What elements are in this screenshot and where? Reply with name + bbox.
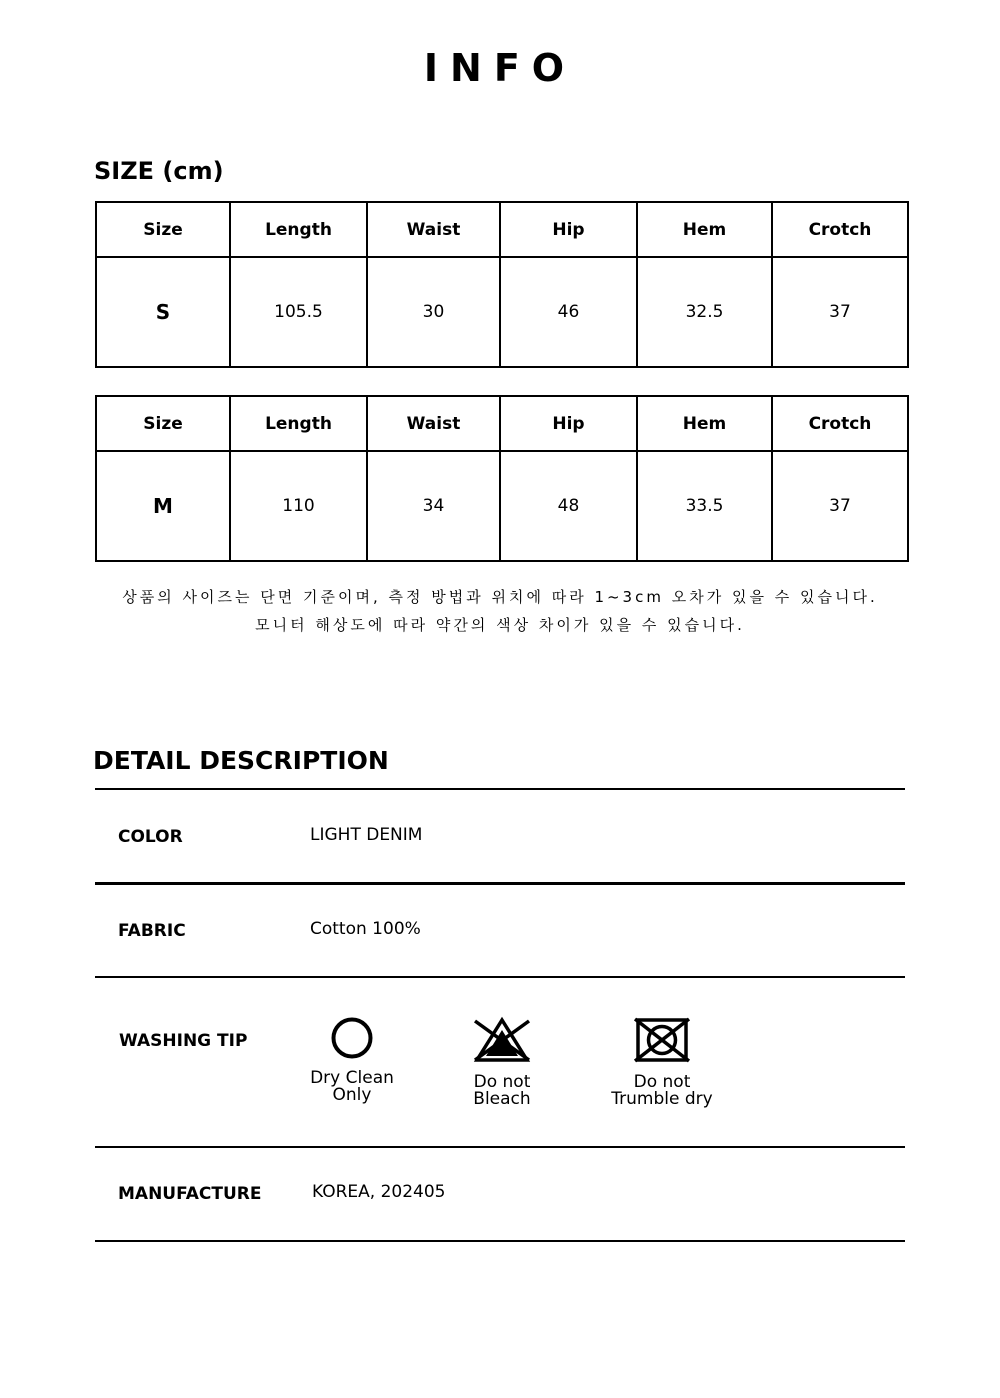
wash-item-dry-clean (300, 1015, 404, 1104)
wash-caption: Do not Bleach (473, 1072, 531, 1109)
divider (95, 976, 905, 978)
divider (95, 882, 905, 885)
size-note-measurement: 상품의 사이즈는 단면 기준이며, 측정 방법과 위치에 따라 1~3cm 오차가 있을 수 있습니다. (122, 588, 878, 606)
length-value: 110 (230, 451, 367, 561)
hip-value: 48 (500, 451, 637, 561)
washing-tip-label: WASHING TIP (119, 1031, 248, 1051)
hem-value: 32.5 (637, 257, 772, 367)
fabric-value: Cotton 100% (310, 919, 421, 939)
crotch-value: 37 (772, 257, 908, 367)
wash-caption: Dry Clean Only (310, 1068, 394, 1105)
header-waist: Waist (367, 396, 500, 451)
header-hem: Hem (637, 396, 772, 451)
hip-value: 46 (500, 257, 637, 367)
header-crotch: Crotch (772, 396, 908, 451)
header-hip: Hip (500, 396, 637, 451)
color-value: LIGHT DENIM (310, 825, 423, 845)
divider (95, 788, 905, 790)
fabric-label: FABRIC (118, 921, 186, 941)
divider (95, 1146, 905, 1148)
crotch-value: 37 (772, 451, 908, 561)
header-length: Length (230, 202, 367, 257)
size-table-s (95, 201, 909, 368)
size-label: M (96, 451, 230, 561)
size-note-monitor: 모니터 해상도에 따라 약간의 색상 차이가 있을 수 있습니다. (255, 616, 745, 634)
table-row (96, 451, 908, 561)
header-size: Size (96, 202, 230, 257)
page-title: INFO (423, 46, 577, 90)
header-size: Size (96, 396, 230, 451)
wash-item-no-tumble-dry (602, 1016, 722, 1108)
table-row (96, 257, 908, 367)
waist-value: 30 (367, 257, 500, 367)
header-length: Length (230, 396, 367, 451)
wash-item-no-bleach (450, 1016, 554, 1108)
header-hem: Hem (637, 202, 772, 257)
color-label: COLOR (118, 827, 183, 847)
header-hip: Hip (500, 202, 637, 257)
manufacture-value: KOREA, 202405 (312, 1182, 446, 1202)
no-tumble-dry-icon (632, 1016, 692, 1064)
detail-section-title: DETAIL DESCRIPTION (93, 746, 389, 775)
manufacture-label: MANUFACTURE (118, 1184, 262, 1204)
length-value: 105.5 (230, 257, 367, 367)
hem-value: 33.5 (637, 451, 772, 561)
no-bleach-icon (472, 1016, 532, 1064)
size-label: S (96, 257, 230, 367)
table-header-row (96, 396, 908, 451)
header-waist: Waist (367, 202, 500, 257)
dry-clean-circle-icon (330, 1015, 374, 1061)
size-section-title: SIZE (cm) (94, 157, 224, 185)
header-crotch: Crotch (772, 202, 908, 257)
waist-value: 34 (367, 451, 500, 561)
wash-caption: Do not Trumble dry (611, 1072, 713, 1109)
divider (95, 1240, 905, 1242)
table-header-row (96, 202, 908, 257)
size-table-m (95, 395, 909, 562)
